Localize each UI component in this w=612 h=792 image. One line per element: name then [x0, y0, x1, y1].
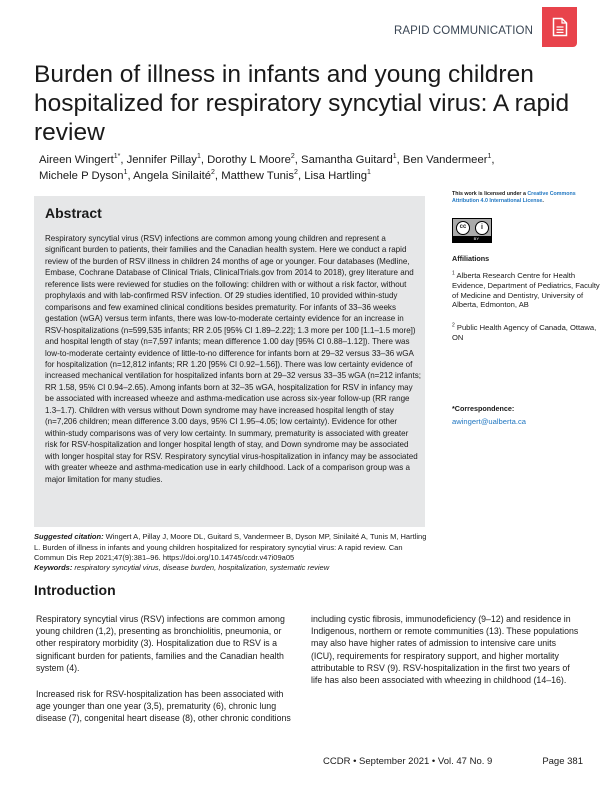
author-name: Dorothy L Moore [207, 154, 291, 166]
intro-paragraph: Increased risk for RSV-hospitalization has been associated with age younger than one year (3,5), prematurity (6), chronic lung disease (7), congenital heart disease (8), other chronic conditions [36, 689, 291, 724]
section-label: RAPID COMMUNICATION [393, 25, 533, 37]
attribution-icon: i [475, 221, 489, 235]
author-name: Jennifer Pillay [126, 154, 197, 166]
affiliation-item [452, 271, 602, 310]
author-affiliation-marker: 1 [392, 153, 397, 161]
author-name: Michele P Dyson [39, 170, 124, 182]
author-affiliation-marker: 1 [196, 153, 201, 161]
author-affiliation-marker: 2 [290, 153, 295, 161]
intro-paragraph: including cystic fibrosis, immunodeficiency (9–12) and residence in Indigenous, northern or remote communities (13). These populations may also have higher rates of admission to intensive care units (ICU), requirements for respiratory support, and higher mortality attributable to RSV (9). RSV-hospitalization in the first two years of life has also been associated with wheezing in childhood (14–16). [311, 614, 579, 686]
license-suffix: . [542, 197, 544, 204]
journal-issue: CCDR • September 2021 • Vol. 47 No. 9 [323, 756, 493, 767]
affiliation-item [452, 323, 602, 343]
citation-label: Suggested citation: [34, 532, 104, 541]
creative-commons-icon: cc [456, 221, 470, 235]
author-name: Ben Vandermeer [402, 154, 488, 166]
author-affiliation-marker: 1* [113, 153, 121, 161]
author-affiliation-marker: 1 [123, 169, 128, 177]
correspondence-email-link[interactable]: awingert@ualberta.ca [452, 417, 526, 426]
document-icon [552, 17, 568, 37]
author-affiliation-marker: 2 [294, 169, 298, 177]
suggested-citation [34, 532, 434, 564]
citation-text: Wingert A, Pillay J, Moore DL, Guitard S, Vandermeer B, Dyson MP, Sinilaité A, Tunis M, Hartling L. Burden of illness in infants and young children hospitalized for respiratory syncytial virus: A rapid review. Can Commun Dis Rep 2021;47(9):381–96. https://doi.org/10.14745/ccdr.v47i09a05 [34, 532, 427, 562]
cc-by-badge[interactable] [452, 218, 492, 243]
author-affiliation-marker: 1 [487, 153, 492, 161]
affiliation-text: Public Health Agency of Canada, Ottawa, ON [452, 323, 597, 342]
affiliation-number: 1 [452, 270, 455, 277]
author-name: Lisa Hartling [304, 170, 368, 182]
article-title: Burden of illness in infants and young children hospitalized for respiratory syncytial virus: A rapid review [34, 61, 570, 146]
license-prefix: This work is licensed under a [452, 191, 528, 197]
author-name: Aireen Wingert [39, 154, 114, 166]
affiliation-text: Alberta Research Centre for Health Evidence, Department of Pediatrics, Faculty of Medicine and Dentistry, University of Alberta, Edmonton, AB [452, 271, 600, 310]
keywords-text: respiratory syncytial virus, disease burden, hospitalization, systematic review [72, 563, 330, 572]
introduction-heading: Introduction [34, 582, 116, 598]
page-footer [323, 756, 583, 767]
section-badge [542, 7, 577, 47]
author-name: Matthew Tunis [221, 170, 295, 182]
affiliation-number: 2 [452, 322, 455, 329]
author-name: Samantha Guitard [301, 154, 393, 166]
keywords-label: Keywords: [34, 563, 73, 572]
correspondence-heading: *Correspondence: [452, 404, 515, 413]
keywords [34, 563, 534, 573]
intro-paragraph: Respiratory syncytial virus (RSV) infections are common among young children (1,2), presenting as bronchiolitis, pneumonia, or other respiratory morbidity (3). Hospitalization due to RSV is a significant burden for patients, families and the Canadian health system (4). [36, 614, 285, 673]
affiliations-heading: Affiliations [452, 254, 490, 263]
abstract-heading: Abstract [45, 205, 102, 221]
license-link[interactable]: Creative Commons Attribution 4.0 International License [452, 191, 576, 204]
author-name: Angela Sinilaité [133, 170, 212, 182]
license-notice [452, 191, 602, 204]
abstract-text: Respiratory syncytial virus (RSV) infections are common among young children and represent a significant burden to patients, their families and the Canadian health system. Here we conduct a rapid review of the burden of RSV illness in children 24 months of age or younger. Four databases (Medline, Embase, Cochrane Database of Clinical Trials, ClinicalTrials.gov from 2014 to 2018), grey literature and reference lists were reviewed for studies on the following: children with or without a risk factor, without prophylaxis and with lab-confirmed RSV infection. Of 29 studies identified, 10 provided within-study comparisons and few examined clinical conditions besides prematurity. For infants of 33–36 weeks gestation (wGA) versus term infants, there was low-to-moderate certainty evidence for an increase in RSV-hospitalizations (n=599,535 infants; RR 2.05 [95% CI 1.89–2.22]; 1.3 more per 100 [1.1–1.5 more]) and hospital length of stay (n=7,597 infants; mean difference 1.00 day [95% CI 0.88–1.12]). There was low-to-moderate certainty evidence of little-to-no difference for infants born at 29–32 versus 33–36 wGA for hospitalization (n=12,812 infants; RR 1.20 [95% CI 0.92–1.56]). There was low certainty evidence of increased mechanical ventilation for hospitalized infants born at 29–32 versus 33–35 wGA (n=212 infants; RR 1.58, 95% CI 0.94–2.65). Among infants born at 32–35 wGA, hospitalization for RSV in infancy may be associated with increased wheeze and asthma-medication use across six-year follow-up (RR range 1.3–1.7). Children with versus without Down syndrome may have increased hospital length of stay (n=7,206 children; mean difference 3.00 days, 95% CI 1.95–4.05; low certainty). Evidence for other within-study comparisons was of very low certainty. In summary, prematurity is associated with greater risk for RSV-hospitalization and longer hospital length of stay, and Down syndrome may be associated with longer hospital stay for RSV. Respiratory syncytial virus-hospitalization in infancy may be associated with greater wheeze and asthma-medication use in early childhood. Lack of a comparison group was a major limitation for many studies. [45, 234, 421, 484]
by-label: BY [453, 236, 491, 242]
author-affiliation-marker: 1 [367, 169, 371, 177]
author-list: Aireen Wingert$^{1*}$, Jennifer Pillay$^1$, Dorothy L Moore$^2$, Samantha Guitard$^1$, Ben Vandermeer$^1$, Michele P Dyson$^1$, Angela Sinilaité$^2$, Matthew Tunis$^2$, Lisa Hartling$^1$ [39, 153, 495, 182]
author-affiliation-marker: 2 [211, 169, 215, 177]
page-number: Page 381 [542, 756, 583, 767]
